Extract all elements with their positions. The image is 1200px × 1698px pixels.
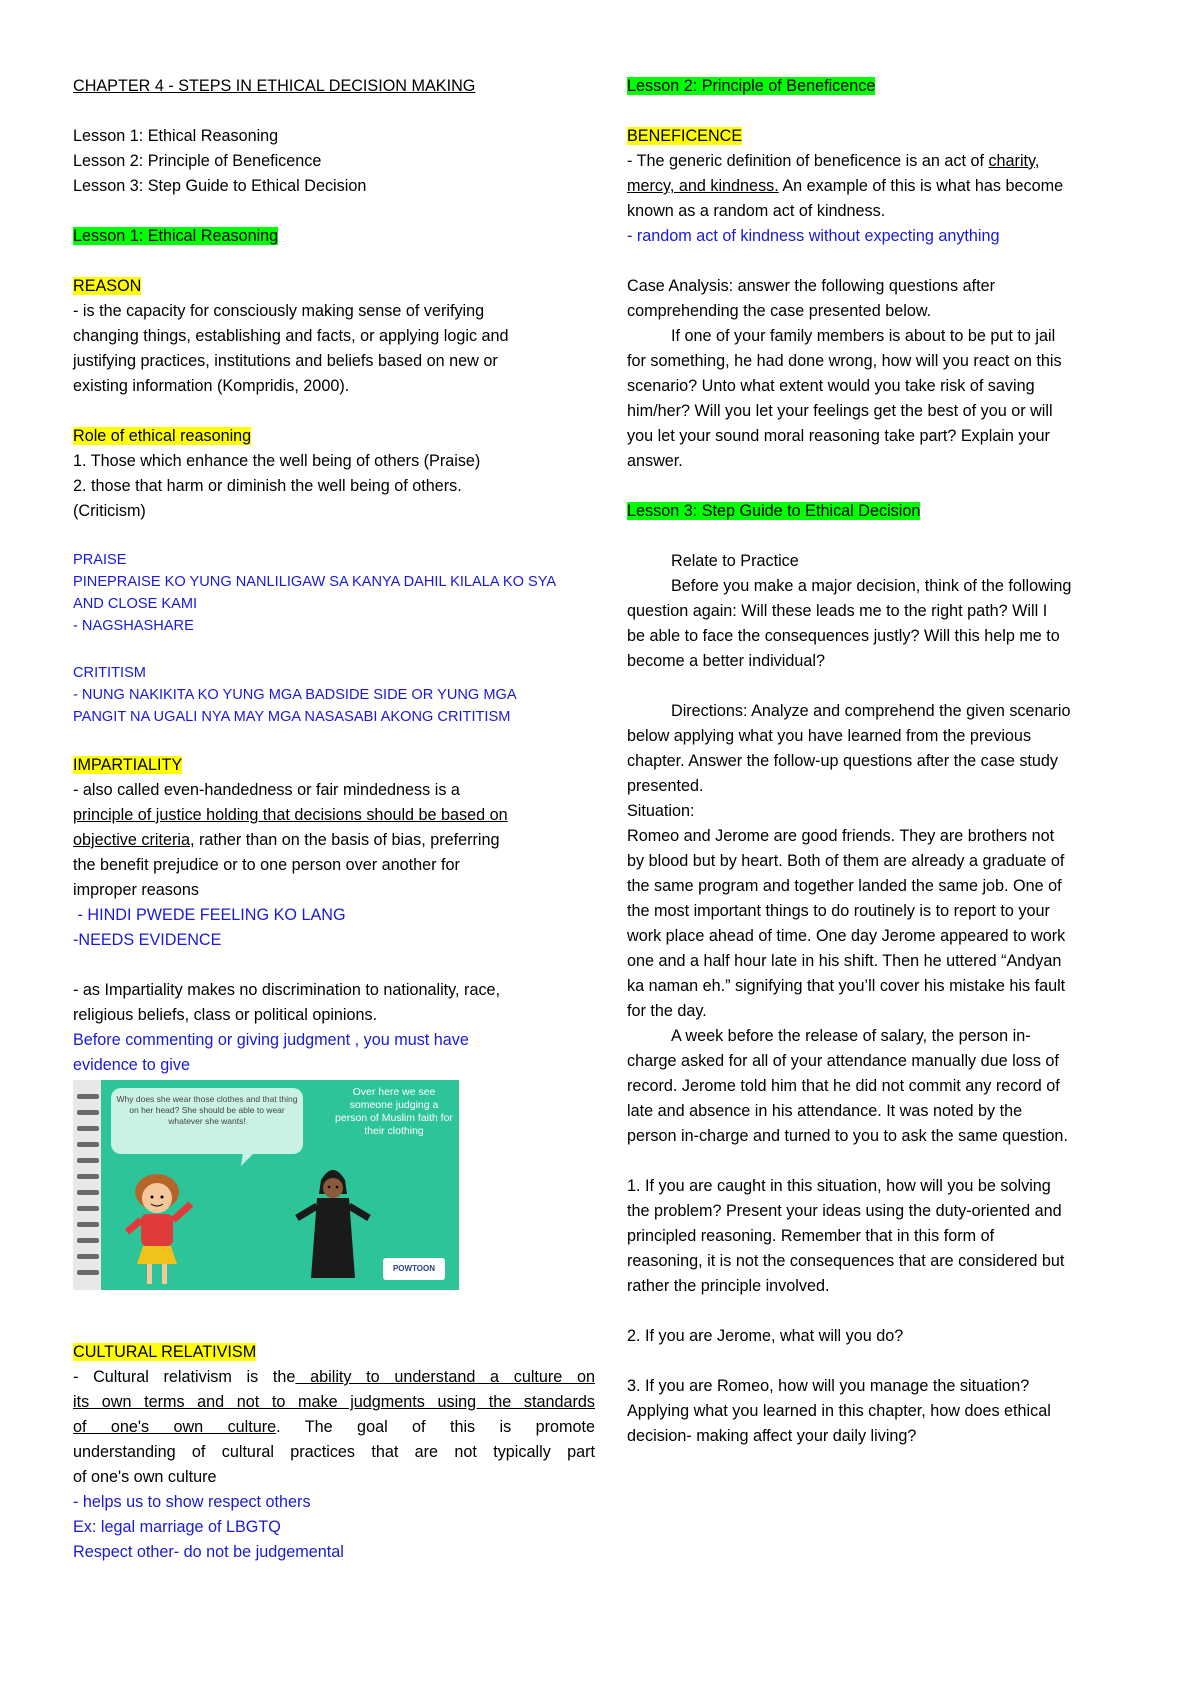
lesson2-heading: Lesson 2: Principle of Beneficence <box>627 77 876 95</box>
lesson3-heading: Lesson 3: Step Guide to Ethical Decision <box>627 502 921 520</box>
situation-text: by blood but by heart. Both of them are already a graduate of <box>627 852 1065 870</box>
reason-text: justifying practices, institutions and beliefs based on new or <box>73 352 498 370</box>
chapter-title: CHAPTER 4 - STEPS IN ETHICAL DECISION MAKING <box>73 77 476 95</box>
directions-text: below applying what you have learned from the previous <box>627 727 1032 745</box>
girl-figure <box>127 1174 191 1284</box>
cultural-note-blue: - helps us to show respect others <box>73 1493 311 1511</box>
impartiality-text: principle of justice holding that decisions should be based on <box>73 806 508 824</box>
impartiality-note: - as Impartiality makes no discrimination to nationality, race, <box>73 981 501 999</box>
impartiality-text: , rather than on the basis of bias, preferring <box>189 831 500 849</box>
role-text: 1. Those which enhance the well being of others (Praise) <box>73 452 481 470</box>
impartiality-heading: IMPARTIALITY <box>73 756 183 774</box>
situation-text: record. Jerome told him that he did not commit any record of <box>627 1077 1060 1095</box>
situation-text: for the day. <box>627 1002 707 1020</box>
praise-heading: PRAISE <box>73 552 127 568</box>
lesson-list-item: Lesson 2: Principle of Beneficence <box>73 152 322 170</box>
relate-heading: Relate to Practice <box>671 552 799 570</box>
directions-text: chapter. Answer the follow-up questions after the case study <box>627 752 1059 770</box>
beneficence-note-blue: - random act of kindness without expecting anything <box>627 227 1000 245</box>
relate-text: be able to face the consequences justly? Will this help me to <box>627 627 1060 645</box>
role-text: (Criticism) <box>73 502 146 520</box>
right-column <box>627 74 1139 1449</box>
cultural-text: understanding of cultural practices that are not typically part <box>73 1443 595 1461</box>
question-2: 2. If you are Jerome, what will you do? <box>627 1327 904 1345</box>
beneficence-heading: BENEFICENCE <box>627 127 743 145</box>
left-column <box>73 74 595 1565</box>
praise-text: PINEPRAISE KO YUNG NANLILIGAW SA KANYA DAHIL KILALA KO SYA <box>73 574 557 590</box>
case-question: him/her? Will you let your feelings get the best of you or will <box>627 402 1053 420</box>
impartiality-note-blue: - HINDI PWEDE FEELING KO LANG <box>73 906 346 924</box>
situation-text: the same program and together landed the same job. One of <box>627 877 1062 895</box>
reason-text: changing things, establishing and facts, or applying logic and <box>73 327 509 345</box>
praise-text: AND CLOSE KAMI <box>73 596 198 612</box>
cultural-text: of one's own culture <box>73 1468 217 1486</box>
reason-text: - is the capacity for consciously making sense of verifying <box>73 302 485 320</box>
beneficence-text: known as a random act of kindness. <box>627 202 886 220</box>
lesson1-heading: Lesson 1: Ethical Reasoning <box>73 227 279 245</box>
question-1: 1. If you are caught in this situation, how will you be solving <box>627 1177 1051 1195</box>
cultural-note-blue: Ex: legal marriage of LBGTQ <box>73 1518 281 1536</box>
situation-text: A week before the release of salary, the person in- <box>671 1027 1031 1045</box>
situation-text: the most important things to do routinely is to report to your <box>627 902 1050 920</box>
relate-text: Before you make a major decision, think of the following <box>671 577 1072 595</box>
question-1: the problem? Present your ideas using the duty-oriented and <box>627 1202 1062 1220</box>
situation-label: Situation: <box>627 802 695 820</box>
role-text: 2. those that harm or diminish the well being of others. <box>73 477 462 495</box>
cultural-heading: CULTURAL RELATIVISM <box>73 1343 257 1361</box>
praise-text: - NAGSHASHARE <box>73 618 194 634</box>
case-question: you let your sound moral reasoning take part? Explain your <box>627 427 1050 445</box>
case-question: answer. <box>627 452 683 470</box>
caption-text: Over here we see someone judging a person of Muslim faith for their clothing <box>335 1086 453 1137</box>
situation-text: person in-charge and turned to you to ask the same question. <box>627 1127 1068 1145</box>
beneficence-text: mercy, and kindness. <box>627 177 779 195</box>
beneficence-text: charity, <box>988 152 1040 170</box>
critism-text: - NUNG NAKIKITA KO YUNG MGA BADSIDE SIDE OR YUNG MGA <box>73 687 517 703</box>
role-heading: Role of ethical reasoning <box>73 427 252 445</box>
situation-text: charge asked for all of your attendance manually due loss of <box>627 1052 1059 1070</box>
muslim-figure <box>297 1170 369 1278</box>
cultural-note-blue: Respect other- do not be judgemental <box>73 1543 344 1561</box>
situation-text: work place ahead of time. One day Jerome appeared to work <box>627 927 1066 945</box>
lesson-list-item: Lesson 1: Ethical Reasoning <box>73 127 279 145</box>
question-3: decision- making affect your daily living? <box>627 1427 917 1445</box>
cultural-text: ability to understand a culture on <box>295 1368 595 1386</box>
impartiality-note: religious beliefs, class or political opinions. <box>73 1006 378 1024</box>
case-question: If one of your family members is about to be put to jail <box>671 327 1056 345</box>
question-3: 3. If you are Romeo, how will you manage the situation? <box>627 1377 1030 1395</box>
cultural-text: of one's own culture <box>73 1418 277 1436</box>
impartiality-note-blue: evidence to give <box>73 1056 190 1074</box>
cultural-text: its own terms and not to make judgments using the standards <box>73 1393 595 1411</box>
beneficence-text: An example of this is what has become <box>778 177 1064 195</box>
situation-text: one and a half hour late in his shift. Then he uttered “Andyan <box>627 952 1062 970</box>
case-question: scenario? Unto what extent would you take risk of saving <box>627 377 1035 395</box>
question-3: Applying what you learned in this chapter, how does ethical <box>627 1402 1051 1420</box>
critism-heading: CRITITISM <box>73 665 146 681</box>
impartiality-text: improper reasons <box>73 881 199 899</box>
directions-text: Directions: Analyze and comprehend the given scenario <box>671 702 1071 720</box>
impartiality-text: objective criteria <box>73 831 190 849</box>
critism-text: PANGIT NA UGALI NYA MAY MGA NASASABI AKONG CRITITISM <box>73 709 511 725</box>
relate-text: become a better individual? <box>627 652 825 670</box>
question-1: principled reasoning. Remember that in this form of <box>627 1227 995 1245</box>
situation-text: late and absence in his attendance. It was noted by the <box>627 1102 1023 1120</box>
case-question: for something, he had done wrong, how will you react on this <box>627 352 1062 370</box>
case-analysis-text: comprehending the case presented below. <box>627 302 932 320</box>
situation-text: Romeo and Jerome are good friends. They are brothers not <box>627 827 1055 845</box>
case-analysis-text: Case Analysis: answer the following questions after <box>627 277 996 295</box>
cultural-text: - Cultural relativism is the <box>73 1368 296 1386</box>
reason-heading: REASON <box>73 277 142 295</box>
lesson-list-item: Lesson 3: Step Guide to Ethical Decision <box>73 177 367 195</box>
impartiality-text: - also called even-handedness or fair mindedness is a <box>73 781 460 799</box>
directions-text: presented. <box>627 777 704 795</box>
cultural-text: . The goal of this is promote <box>276 1418 596 1436</box>
relate-text: question again: Will these leads me to the right path? Will I <box>627 602 1048 620</box>
beneficence-text: - The generic definition of beneficence is an act of <box>627 152 989 170</box>
impartiality-note-blue: Before commenting or giving judgment , you must have <box>73 1031 469 1049</box>
impartiality-text: the benefit prejudice or to one person over another for <box>73 856 460 874</box>
question-1: rather the principle involved. <box>627 1277 830 1295</box>
impartiality-illustration <box>73 1080 459 1290</box>
powtoon-badge: POWTOON <box>383 1258 445 1280</box>
speech-bubble: Why does she wear those clothes and that thing on her head? She should be able to wear whatever she wants! <box>111 1088 303 1154</box>
situation-text: ka naman eh.” signifying that you’ll cover his mistake his fault <box>627 977 1066 995</box>
question-1: reasoning, it is not the consequences that are considered but <box>627 1252 1065 1270</box>
impartiality-note-blue: -NEEDS EVIDENCE <box>73 931 222 949</box>
reason-text: existing information (Kompridis, 2000). <box>73 377 350 395</box>
